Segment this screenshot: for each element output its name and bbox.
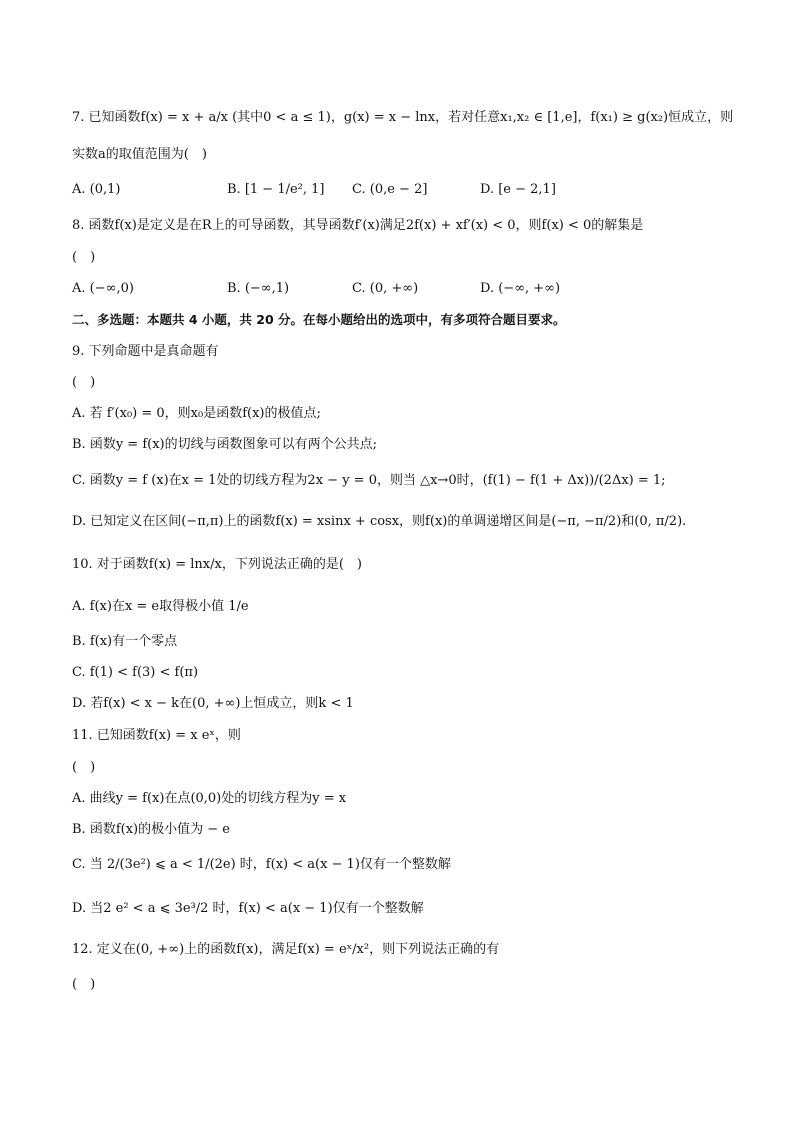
- q8-options: [72, 279, 732, 299]
- section-header-multiple-choice: 二、多选题：本题共 4 小题，共 20 分。在每小题给出的选项中，有多项符合题目要求。: [72, 312, 566, 327]
- q11-option-b: B. 函数f(x)的极小值为 − e: [72, 822, 230, 837]
- q7-option-b: B. [1 − 1/e², 1]: [227, 182, 325, 197]
- q11-option-d: D. 当2 e² < a ⩽ 3e³/2 时，f(x) < a(x − 1)仅有一个整数解: [72, 901, 424, 916]
- q11-option-a: A. 曲线y = f(x)在点(0,0)处的切线方程为y = x: [72, 791, 347, 806]
- q7-stem-continued: 实数a的取值范围为( ): [72, 147, 207, 162]
- q11-stem: 11. 已知函数f(x) = x eˣ，则: [72, 728, 241, 743]
- q10-stem: 10. 对于函数f(x) = lnx/x，下列说法正确的是( ): [72, 557, 362, 572]
- q9-option-a: A. 若 f′(x₀) = 0，则x₀是函数f(x)的极值点;: [72, 406, 321, 421]
- q8-option-a: A. (−∞,0): [72, 281, 134, 296]
- q9-option-c: C. 函数y = f (x)在x = 1处的切线方程为2x − y = 0，则当 △x→0时，(f(1) − f(1 + Δx))/(2Δx) = 1;: [72, 473, 666, 488]
- q8-stem: 8. 函数f(x)是定义是在R上的可导函数，其导函数f′(x)满足2f(x) + xf′(x) < 0，则f(x) < 0的解集是: [72, 218, 644, 233]
- q10-option-c: C. f(1) < f(3) < f(π): [72, 665, 199, 680]
- q7-stem: 7. 已知函数f(x) = x + a/x (其中0 < a ≤ 1)，g(x) = x − lnx，若对任意x₁,x₂ ∈ [1,e]，f(x₁) ≥ g(x₂)恒成立，则: [72, 110, 734, 125]
- q10-option-d: D. 若f(x) < x − k在(0, +∞)上恒成立，则k < 1: [72, 696, 354, 711]
- q9-option-b: B. 函数y = f(x)的切线与函数图象可以有两个公共点;: [72, 437, 377, 452]
- q9-stem: 9. 下列命题中是真命题有: [72, 344, 219, 359]
- q7-options: [72, 180, 732, 200]
- q9-option-d: D. 已知定义在区间(−π,π)上的函数f(x) = xsinx + cosx，则f(x)的单调递增区间是(−π, −π/2)和(0, π/2).: [72, 514, 687, 529]
- q10-option-b: B. f(x)有一个零点: [72, 634, 178, 649]
- q10-option-a: A. f(x)在x = e取得极小值 1/e: [72, 599, 249, 614]
- q12-paren: ( ): [72, 977, 96, 992]
- q7-option-c: C. (0,e − 2]: [352, 182, 428, 197]
- q8-option-d: D. (−∞, +∞): [480, 281, 561, 296]
- q12-stem: 12. 定义在(0, +∞)上的函数f(x)，满足f(x) = eˣ/x²，则下列说法正确的有: [72, 942, 500, 957]
- q7-option-d: D. [e − 2,1]: [480, 182, 556, 197]
- q7-option-a: A. (0,1): [72, 182, 121, 197]
- q8-option-b: B. (−∞,1): [227, 281, 290, 296]
- q9-paren: ( ): [72, 375, 96, 390]
- q11-option-c: C. 当 2/(3e²) ⩽ a < 1/(2e) 时，f(x) < a(x − 1)仅有一个整数解: [72, 857, 451, 872]
- q11-paren: ( ): [72, 760, 96, 775]
- q8-option-c: C. (0, +∞): [352, 281, 419, 296]
- q8-paren: ( ): [72, 250, 96, 265]
